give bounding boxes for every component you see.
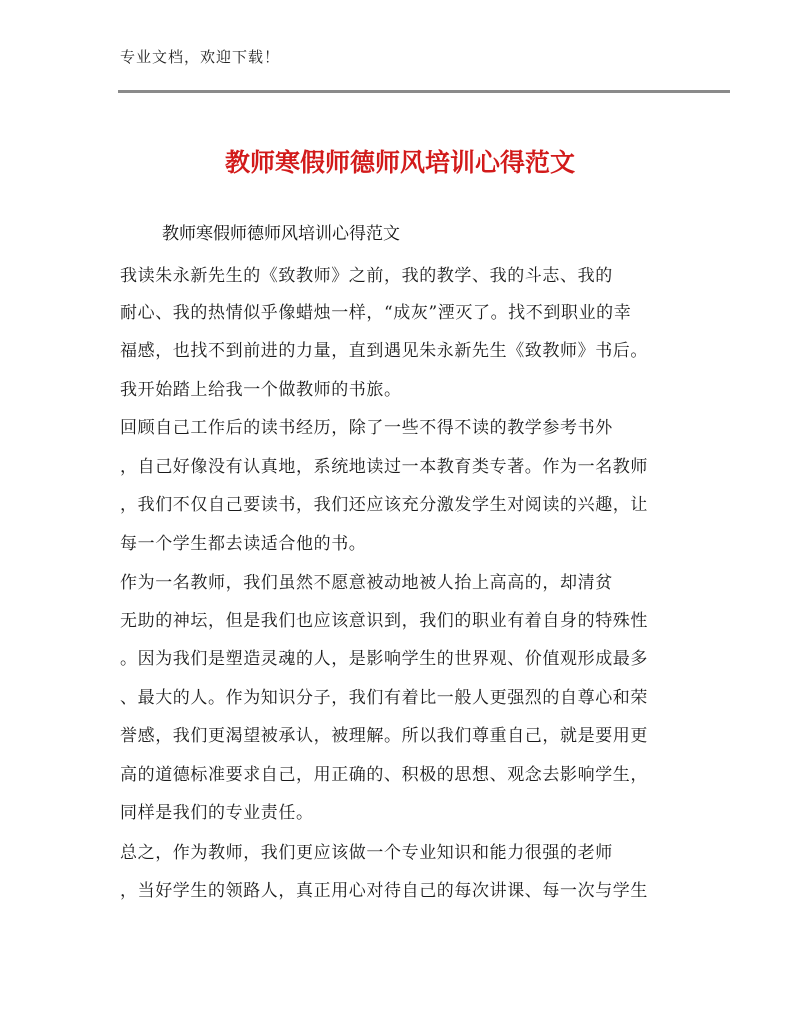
body-line: 回顾自己工作后的读书经历，除了一些不得不读的教学参考书外 — [120, 418, 613, 438]
body-line: 高的道德标准要求自己，用正确的、积极的思想、观念去影响学生， — [120, 765, 648, 785]
page-header-text: 专业文档，欢迎下载！ — [120, 48, 281, 66]
body-line: 我开始踏上给我一个做教师的书旅。 — [120, 380, 402, 400]
body-line: 、最大的人。作为知识分子，我们有着比一般人更强烈的自尊心和荣 — [120, 688, 648, 708]
body-line: 。因为我们是塑造灵魂的人，是影响学生的世界观、价值观形成最多 — [120, 649, 648, 669]
body-line: 作为一名教师，我们虽然不愿意被动地被人抬上高高的，却清贫 — [120, 573, 613, 593]
body-line: ，当好学生的领路人，真正用心对待自己的每次讲课、每一次与学生 — [120, 881, 648, 901]
body-line: 耐心、我的热情似乎像蜡烛一样，“成灰”湮灭了。找不到职业的幸 — [120, 303, 632, 323]
body-line: 我读朱永新先生的《致教师》之前，我的教学、我的斗志、我的 — [120, 266, 613, 286]
document-subtitle: 教师寒假师德师风培训心得范文 — [162, 224, 400, 244]
header-divider — [118, 90, 730, 93]
body-line: 福感，也找不到前进的力量，直到遇见朱永新先生《致教师》书后。 — [120, 341, 648, 361]
body-line: 无助的神坛，但是我们也应该意识到，我们的职业有着自身的特殊性 — [120, 611, 648, 631]
body-line: ，我们不仅自己要读书，我们还应该充分激发学生对阅读的兴趣，让 — [120, 495, 648, 515]
body-line: ，自己好像没有认真地，系统地读过一本教育类专著。作为一名教师 — [120, 457, 648, 477]
body-line: 同样是我们的专业责任。 — [120, 803, 314, 823]
document-title: 教师寒假师德师风培训心得范文 — [224, 148, 575, 177]
body-line: 誉感，我们更渴望被承认，被理解。所以我们尊重自己，就是要用更 — [120, 726, 648, 746]
body-line: 总之，作为教师，我们更应该做一个专业知识和能力很强的老师 — [120, 843, 613, 863]
body-line: 每一个学生都去读适合他的书。 — [120, 534, 367, 554]
